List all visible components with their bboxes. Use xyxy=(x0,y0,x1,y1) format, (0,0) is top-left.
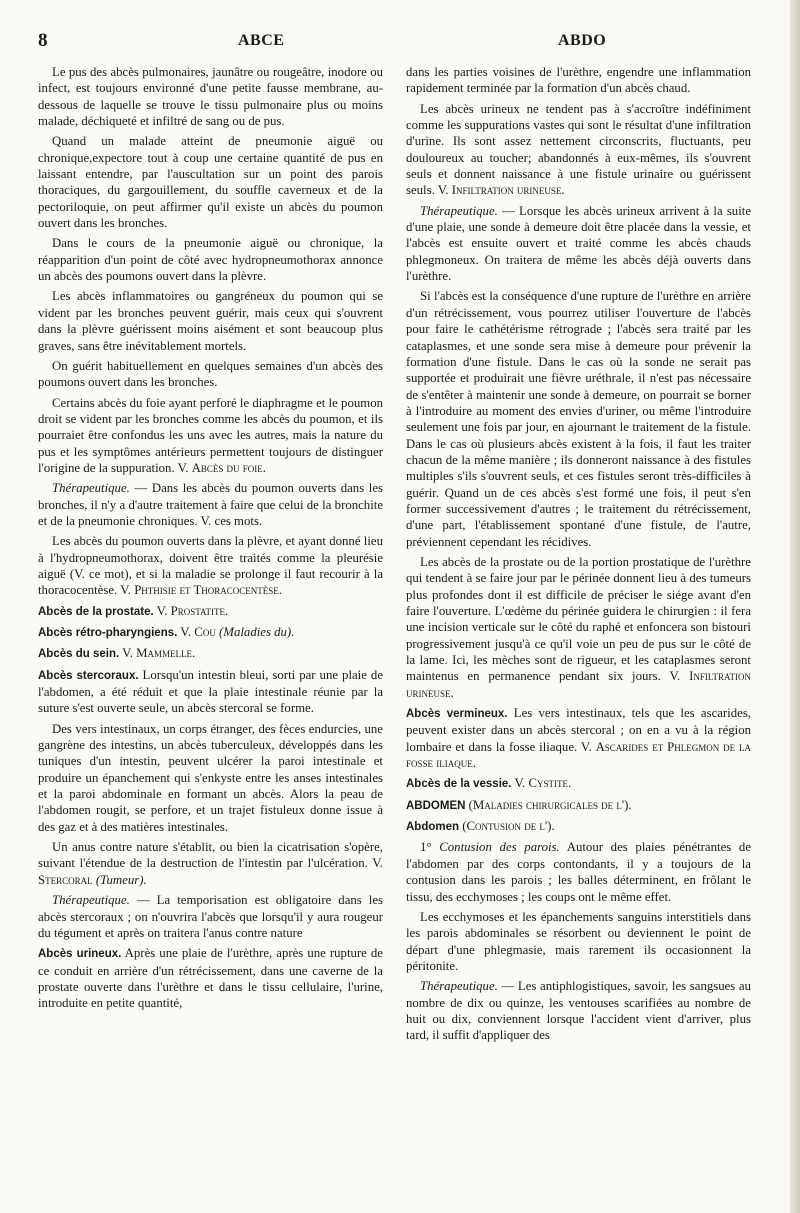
entry-headword: Abcès de la vessie. xyxy=(406,778,512,791)
paragraph: Les abcès urineux ne tendent pas à s'accroître indéfiniment comme les suppurations vastes qui sont le résultat d'une infiltration d'urine. Ils sont assez nettement circonscrits, fluctuants, peu douloureux au toucher; abandonnés à eux-mêmes, ils s'ouvrent seuls et donnent naissance à une fistule urinaire ou guérissent seuls. V. Infiltration urineuse. xyxy=(406,101,751,198)
entry-headword: Abcès rétro-pharyngiens. xyxy=(38,627,178,639)
paragraph: Thérapeutique. — Dans les abcès du poumon ouverts dans les bronches, il n'y a d'autre traitement à faire que celui de la bronchite et de la pneumonie chroniques. V. ces mots. xyxy=(38,481,383,528)
entry: Abcès de la prostate. V. Prostatite. xyxy=(38,603,229,618)
paragraph: Certains abcès du foie ayant perforé le diaphragme et le poumon droit se vident par les bronches comme les abcès du poumon, et ils pourraiet être confondus les uns avec les autres, mais la nature du pus et les symptômes antérieurs permettent toujours de distinguer l'origine de la suppuration. V. Abcès du foie. xyxy=(38,395,383,475)
page-number: 8 xyxy=(38,30,48,51)
entry: Abcès de la vessie. V. Cystite. xyxy=(406,776,572,791)
entry: Abcès stercoraux. Lorsqu'un intestin bleui, sorti par une plaie de l'abdomen, a été réduit et que la plaie intestinale réunie par la suture s'est ouverte seule, un abcès stercoral se forme. xyxy=(38,667,384,716)
paragraph: Des vers intestinaux, un corps étranger, des fèces endurcies, une gangrène des intestins, un abcès tuberculeux, développés dans les tuniques d'un intestin, peuvent ulcérer la paroi intestinale et produire un épanchement qui s'enkyste entre les anses intestinales et la paroi abdominale en formant un abcès. Alors la peau de l'abdomen rougit, se perfore, et un trajet fistuleux donne issue à des gaz et à des matières intestinales. xyxy=(38,721,383,834)
page-edge xyxy=(790,0,800,1213)
cross-reference: Cystite. xyxy=(528,776,572,791)
entry-headword: Abdomen xyxy=(406,821,460,834)
entry-headword: Abcès de la prostate. xyxy=(38,605,154,618)
paragraph: On guérit habituellement en quelques semaines d'un abcès des poumons ouvert dans les bronches. xyxy=(38,358,383,390)
section-label: Thérapeutique. xyxy=(420,203,498,218)
cross-reference: Ascarides et Phlegmon de la fosse iliaque. xyxy=(406,739,751,771)
paragraph: Quand un malade atteint de pneumonie aiguë ou chronique,expectore tout à coup une certaine quantité de pus en laissant entendre, par l'auscultation sur un point des parois thoraciques, du gargouillement, du souffle caverneux et de la pectoriloquie, on peut affirmer qu'il existe un abcès du poumon ouvert dans les bronches. xyxy=(38,134,383,231)
entry-headword: ABDOMEN xyxy=(406,799,466,812)
left-column xyxy=(38,64,383,1016)
section-label: Thérapeutique. xyxy=(52,481,130,496)
paragraph: Les ecchymoses et les épanchements sanguins interstitiels dans les parois abdominales se résorbent ou deviennent le point de départ d'une phlegmasie, mais rarement ils occasionnent la péritonite. xyxy=(406,909,751,973)
section-label: Thérapeutique. xyxy=(420,979,498,994)
right-running-head: ABDO xyxy=(558,32,607,49)
entry-headword: Abcès stercoraux. xyxy=(38,669,139,682)
paragraph: Thérapeutique. — La temporisation est obligatoire dans les abcès stercoraux ; on n'ouvrira l'abcès que lorsqu'il y aura rougeur du tégument et après on traitera l'anus contre nature xyxy=(38,893,383,940)
cross-reference: Abcès du foie. xyxy=(191,460,266,475)
paragraph: Le pus des abcès pulmonaires, jaunâtre ou rougeâtre, inodore ou infect, est toujours environné d'une petite fausse membrane, au-dessous de laquelle se trouve le tissu pulmonaire plus ou moins malade, déchiqueté et infiltré de sang ou de pus. xyxy=(38,65,383,129)
entry: Abcès urineux. Après une plaie de l'urèthre, après une rupture de ce conduit en arrière d'un rétrécissement, dans une caverne de la prostate ouverte dans l'urèthre et dans le tissu cellulaire, l'urine, introduite en petite quantité, xyxy=(38,946,383,1011)
entry-headword: Abcès vermineux. xyxy=(406,708,508,721)
paragraph: Les abcès du poumon ouverts dans la plèvre, et ayant donné lieu à l'hydropneumothorax, doivent être traités comme la pleurésie aiguë (V. ce mot), et si la maladie se prolonge il faut recourir à la thoracocentèse. V. Phthisie et Thoracocentèse. xyxy=(38,534,383,598)
cross-reference: Prostatite. xyxy=(170,603,229,618)
cross-reference: Cou xyxy=(194,625,216,639)
paragraph: Les abcès inflammatoires ou gangréneux du poumon qui se vident par les bronches peuvent guérir, mais ceux qui s'ouvrent dans la plèvre guérissent moins aisément et sont beaucoup plus graves, sans être inévitablement mortels. xyxy=(38,289,383,353)
paragraph: Dans le cours de la pneumonie aiguë ou chronique, la réapparition d'un point de côté avec hydropneumothorax annonce un abcès des poumons ouvert dans la plèvre. xyxy=(38,236,383,284)
entry-headword: Abcès du sein. xyxy=(38,648,120,661)
paragraph: 1° Contusion des parois. Autour des plaies pénétrantes de l'abdomen par des corps contondants, il y a toujours de la contusion dans les parois ; les balles déterminent, en frôlant le tissu, des ecchymoses ; les coups ont le même effet. xyxy=(406,840,752,904)
cross-reference: Infiltration urineuse. xyxy=(406,669,751,700)
section-label: Thérapeutique. xyxy=(52,893,130,908)
cross-reference: Infiltration urineuse. xyxy=(451,183,565,198)
left-running-head: ABCE xyxy=(238,32,285,49)
paragraph: Si l'abcès est la conséquence d'une rupture de l'urèthre en arrière d'un rétrécissement, vous pourrez utiliser l'ouverture de l'abcès pour faire le cathétérisme rétrograde ; l'abcès sera traité par les cataplasmes, et une sonde sera mise à demeure pour prévenir la formation d'une fistule. Dans le cas où la sonde ne serait pas supportée et produirait une fièvre uréthrale, il n'est pas nécessaire de s'entêter à maintenir une sonde à demeure, on pourrait se borner à l'introduire au moment des envies d'uriner, ou même l'introduire seulement une fois par jour, en ajournant le traitement de la fistule. Dans le cas où plusieurs abcès existent à la fois, il faut les traiter chacun de la même manière ; ils donneront naissance à des fistules multiples s'ils s'ouvrent seuls, et ces fistules seront très-difficiles à guérir. Quand un de ces abcès s'est formé une fois, il peut s'en former successivement d'autres ; le traitement du rétrécissement, d'une part, l'établissement spontané d'une fistule, de l'autre, préviennent cependant les récidives. xyxy=(406,289,751,549)
paragraph: Les abcès de la prostate ou de la portion prostatique de l'urèthre qui tendent à se faire jour par le périnée donnent lieu à des tumeurs plus profondes dont il est difficile de préciser le siége avant d'en faire l'ouverture. L'œdème du périnée guidera le chirurgien : il fera une incision verticale sur le côté du raphé et enfoncera son bistouri progressivement jusqu'à ce qu'il voie un peu de pus sur le côté de la lame. Ici, les mèches sont de rigueur, et les cataplasmes seront maintenus en permanence pendant six jours. V. Infiltration urineuse. xyxy=(406,554,751,700)
entry: Abcès du sein. V. Mammelle. xyxy=(38,646,196,661)
paragraph: dans les parties voisines de l'urèthre, engendre une inflammation rapidement terminée par la formation d'un abcès chaud. xyxy=(406,65,751,96)
paragraph: Thérapeutique. — Les antiphlogistiques, savoir, les sangsues au nombre de dix ou quinze, les ventouses scarifiées au nombre de huit ou dix, conviennent lorsque l'accident vient d'arriver, plus tard, il suffit d'appliquer des xyxy=(406,979,751,1043)
entry: Abdomen (Contusion de l'). xyxy=(406,819,555,834)
right-column xyxy=(406,64,751,1048)
paragraph: Thérapeutique. — Lorsque les abcès urineux arrivent à la suite d'une plaie, une sonde à demeure doit être placée dans la vessie, et l'abcès est ensuite ouvert et traité comme les abcès chauds phlegmoneux. On traitera de même les abcès déjà ouverts dans l'urèthre. xyxy=(406,203,751,284)
cross-reference: Stercoral xyxy=(38,872,93,887)
cross-reference: Mammelle. xyxy=(136,646,196,661)
running-header xyxy=(38,30,758,54)
entry-headword: Abcès urineux. xyxy=(38,948,122,961)
cross-reference: Phthisie et Thoracocentèse. xyxy=(134,583,282,598)
section-label: Contusion des parois. xyxy=(439,840,560,855)
entry: Abcès vermineux. Les vers intestinaux, tels que les ascarides, peuvent exister dans un abcès stercoral ; on en a vu à la région lombaire et dans la fosse iliaque. V. Ascarides et Phlegmon de la fosse iliaque. xyxy=(406,706,751,771)
entry: ABDOMEN (Maladies chirurgicales de l'). xyxy=(406,797,632,812)
entry: Abcès rétro-pharyngiens. V. Cou (Maladies du). xyxy=(38,625,295,639)
paragraph: Un anus contre nature s'établit, ou bien la cicatrisation s'opère, suivant l'étendue de la destruction de l'intestin par l'ulcération. V. Stercoral (Tumeur). xyxy=(38,840,383,887)
